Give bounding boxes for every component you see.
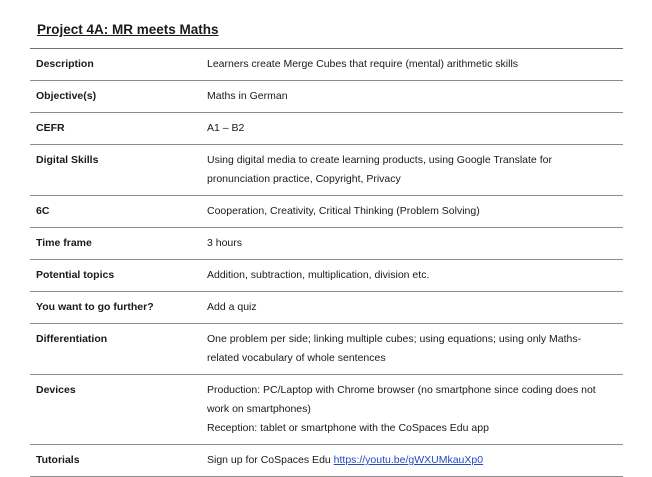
table-row-description (30, 49, 623, 81)
row-value-line: work on smartphones) (207, 403, 311, 415)
row-label: Tutorials (36, 454, 80, 466)
row-value (201, 49, 623, 81)
row-value-line: Reception: tablet or smartphone with the CoSpaces Edu app (207, 422, 489, 434)
table-row-6c (30, 196, 623, 228)
row-value-line: A1 – B2 (207, 122, 245, 134)
row-value-line: One problem per side; linking multiple cubes; using equations; using only Maths- (207, 333, 582, 345)
row-value-line: Addition, subtraction, multiplication, division etc. (207, 269, 430, 281)
row-value-line: Using digital media to create learning products, using Google Translate for (207, 154, 552, 166)
page-title: Project 4A: MR meets Maths (37, 22, 219, 37)
row-value (201, 445, 623, 477)
row-label: Digital Skills (36, 154, 99, 166)
row-value (201, 324, 623, 375)
table-row-time-frame (30, 228, 623, 260)
row-value (201, 260, 623, 292)
project-info-table (30, 48, 623, 477)
row-value-line (207, 451, 617, 470)
tutorial-link[interactable]: https://youtu.be/gWXUMkauXp0 (333, 454, 484, 466)
row-label: Devices (36, 384, 76, 396)
table-row-objectives (30, 81, 623, 113)
row-label: CEFR (36, 122, 65, 134)
row-label: Potential topics (36, 269, 115, 281)
table-row-digital-skills (30, 145, 623, 196)
table-row-go-further (30, 292, 623, 324)
row-label: Description (36, 58, 94, 70)
row-value-line: Add a quiz (207, 301, 257, 313)
row-label: Differentiation (36, 333, 108, 345)
row-label: Time frame (36, 237, 92, 249)
row-value-line: pronunciation practice, Copyright, Privacy (207, 173, 401, 185)
row-value (201, 196, 623, 228)
row-value-line: Cooperation, Creativity, Critical Thinking (Problem Solving) (207, 205, 480, 217)
table-row-tutorials (30, 445, 623, 477)
table-row-cefr (30, 113, 623, 145)
row-label: 6C (36, 205, 50, 217)
table-row-potential-topics (30, 260, 623, 292)
row-value-line: Learners create Merge Cubes that require (mental) arithmetic skills (207, 58, 519, 70)
row-value-line: related vocabulary of whole sentences (207, 352, 386, 364)
row-value-line: Maths in German (207, 90, 288, 102)
row-value (201, 292, 623, 324)
row-value (201, 113, 623, 145)
row-value-line: Production: PC/Laptop with Chrome browser (no smartphone since coding does not (207, 384, 596, 396)
row-value (201, 145, 623, 196)
row-value (201, 81, 623, 113)
row-value (201, 228, 623, 260)
row-label: Objective(s) (36, 90, 97, 102)
tutorials-text: Sign up for CoSpaces Edu (207, 454, 334, 466)
row-value-line: 3 hours (207, 237, 243, 249)
table-row-differentiation (30, 324, 623, 375)
row-label: You want to go further? (36, 301, 154, 313)
